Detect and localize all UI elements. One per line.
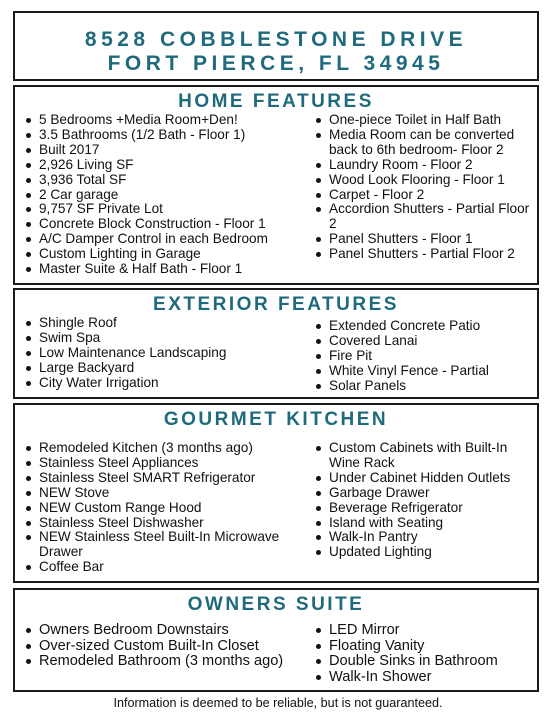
list-item: Fire Pit	[313, 349, 535, 364]
gourmet-kitchen-section	[13, 403, 539, 583]
list-item: Over-sized Custom Built-In Closet	[23, 639, 313, 655]
list-item: Swim Spa	[23, 331, 313, 346]
kitchen-left-list	[23, 441, 313, 575]
exterior-features-right-list	[313, 319, 535, 394]
list-item: NEW Stainless Steel Built-In Microwave Drawer	[23, 530, 313, 560]
exterior-features-left-list	[23, 316, 313, 391]
list-item: A/C Damper Control in each Bedroom	[23, 232, 313, 247]
list-item: NEW Stove	[23, 486, 313, 501]
list-item: NEW Custom Range Hood	[23, 501, 313, 516]
list-item: Double Sinks in Bathroom	[313, 654, 535, 670]
list-item: Media Room can be converted back to 6th bedroom- Floor 2	[313, 128, 535, 158]
list-item: 5 Bedrooms +Media Room+Den!	[23, 113, 313, 128]
list-item: Accordion Shutters - Partial Floor 2	[313, 202, 535, 232]
list-item: Coffee Bar	[23, 560, 313, 575]
kitchen-right-list	[313, 441, 535, 560]
list-item: Stainless Steel SMART Refrigerator	[23, 471, 313, 486]
owners-suite-left-list	[23, 623, 313, 670]
list-item: City Water Irrigation	[23, 376, 313, 391]
section-title: HOME FEATURES	[178, 91, 374, 112]
list-item: Floating Vanity	[313, 639, 535, 655]
section-title: OWNERS SUITE	[187, 594, 365, 615]
list-item: Under Cabinet Hidden Outlets	[313, 471, 535, 486]
address-line-1: 8528 COBBLESTONE DRIVE	[84, 28, 468, 51]
list-item: Low Maintenance Landscaping	[23, 346, 313, 361]
list-item: Solar Panels	[313, 379, 535, 394]
disclaimer: Information is deemed to be reliable, but is not guaranteed.	[113, 696, 443, 710]
section-title: EXTERIOR FEATURES	[153, 294, 399, 315]
list-item: Walk-In Pantry	[313, 530, 535, 545]
list-item: Beverage Refrigerator	[313, 501, 535, 516]
list-item: 3,936 Total SF	[23, 173, 313, 188]
list-item: Remodeled Bathroom (3 months ago)	[23, 654, 313, 670]
list-item: Custom Lighting in Garage	[23, 247, 313, 262]
list-item: Updated Lighting	[313, 545, 535, 560]
list-item: 2 Car garage	[23, 188, 313, 203]
home-features-right-list	[313, 113, 535, 262]
exterior-features-section	[13, 288, 539, 399]
list-item: Panel Shutters - Partial Floor 2	[313, 247, 535, 262]
list-item: Garbage Drawer	[313, 486, 535, 501]
address-header	[13, 11, 539, 81]
list-item: Covered Lanai	[313, 334, 535, 349]
list-item: Walk-In Shower	[313, 670, 535, 686]
list-item: LED Mirror	[313, 623, 535, 639]
list-item: Owners Bedroom Downstairs	[23, 623, 313, 639]
list-item: Built 2017	[23, 143, 313, 158]
list-item: One-piece Toilet in Half Bath	[313, 113, 535, 128]
list-item: Remodeled Kitchen (3 months ago)	[23, 441, 313, 456]
list-item: Wood Look Flooring - Floor 1	[313, 173, 535, 188]
list-item: Concrete Block Construction - Floor 1	[23, 217, 313, 232]
list-item: Stainless Steel Dishwasher	[23, 516, 313, 531]
list-item: Extended Concrete Patio	[313, 319, 535, 334]
owners-suite-section	[13, 588, 539, 692]
section-title: GOURMET KITCHEN	[163, 409, 389, 430]
list-item: Carpet - Floor 2	[313, 188, 535, 203]
owners-suite-right-list	[313, 623, 535, 685]
list-item: Laundry Room - Floor 2	[313, 158, 535, 173]
home-features-section	[13, 85, 539, 285]
list-item: 2,926 Living SF	[23, 158, 313, 173]
list-item: White Vinyl Fence - Partial	[313, 364, 535, 379]
list-item: Island with Seating	[313, 516, 535, 531]
list-item: 3.5 Bathrooms (1/2 Bath - Floor 1)	[23, 128, 313, 143]
list-item: Stainless Steel Appliances	[23, 456, 313, 471]
list-item: Master Suite & Half Bath - Floor 1	[23, 262, 313, 277]
list-item: Panel Shutters - Floor 1	[313, 232, 535, 247]
address-line-2: FORT PIERCE, FL 34945	[107, 52, 445, 75]
list-item: Large Backyard	[23, 361, 313, 376]
list-item: Custom Cabinets with Built-In Wine Rack	[313, 441, 535, 471]
home-features-left-list	[23, 113, 313, 277]
list-item: Shingle Roof	[23, 316, 313, 331]
list-item: 9,757 SF Private Lot	[23, 202, 313, 217]
